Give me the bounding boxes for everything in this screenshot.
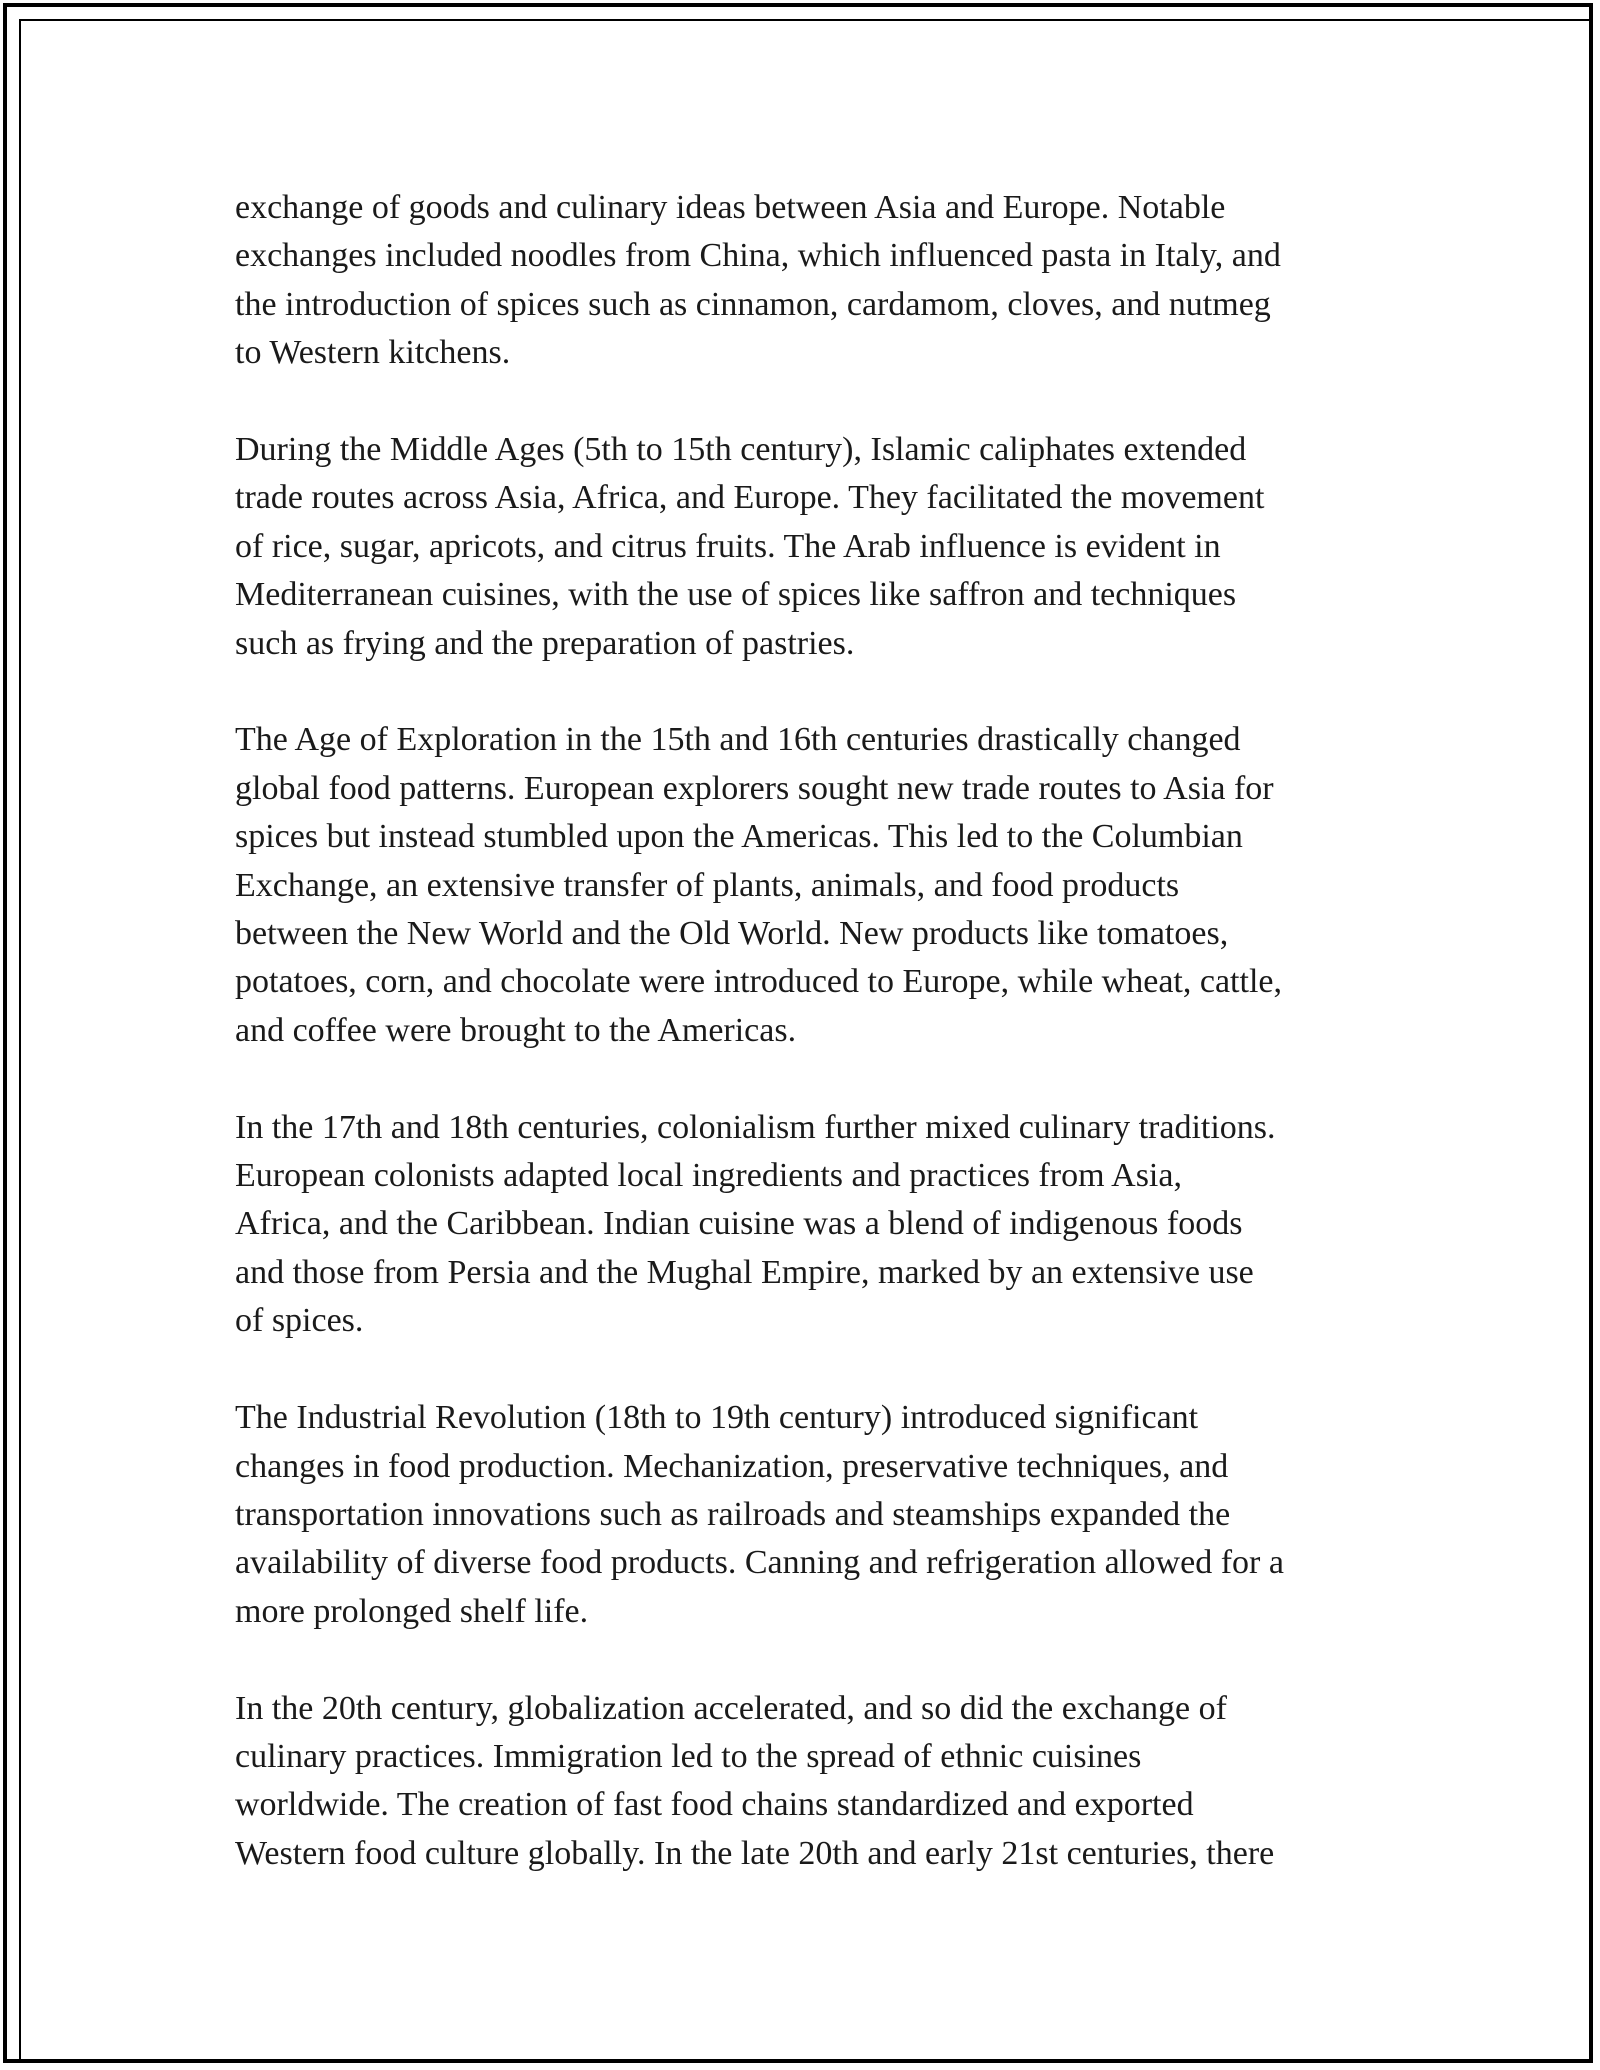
text-line: During the Middle Ages (5th to 15th century), Islamic caliphates extended bbox=[235, 431, 1247, 469]
text-line: to Western kitchens. bbox=[235, 334, 511, 372]
paragraph bbox=[235, 1685, 1385, 1879]
paragraph bbox=[235, 716, 1385, 1055]
text-line: worldwide. The creation of fast food chains standardized and exported bbox=[235, 1786, 1194, 1824]
text-line: transportation innovations such as railroads and steamships expanded the bbox=[235, 1495, 1231, 1533]
text-line: Africa, and the Caribbean. Indian cuisine was a blend of indigenous foods bbox=[235, 1205, 1243, 1243]
text-line: European colonists adapted local ingredients and practices from Asia, bbox=[235, 1157, 1182, 1195]
text-line: trade routes across Asia, Africa, and Europe. They facilitated the movement bbox=[235, 479, 1265, 517]
text-line: The Age of Exploration in the 15th and 16th centuries drastically changed bbox=[235, 721, 1241, 759]
text-line: Exchange, an extensive transfer of plants, animals, and food products bbox=[235, 866, 1180, 904]
text-line: the introduction of spices such as cinnamon, cardamom, cloves, and nutmeg bbox=[235, 285, 1271, 323]
text-line: more prolonged shelf life. bbox=[235, 1592, 589, 1630]
text-line: Mediterranean cuisines, with the use of spices like saffron and techniques bbox=[235, 576, 1237, 614]
text-line: availability of diverse food products. Canning and refrigeration allowed for a bbox=[235, 1544, 1284, 1582]
text-line: of rice, sugar, apricots, and citrus fruits. The Arab influence is evident in bbox=[235, 527, 1221, 565]
text-line: global food patterns. European explorers sought new trade routes to Asia for bbox=[235, 769, 1274, 807]
text-line: exchanges included noodles from China, which influenced pasta in Italy, and bbox=[235, 237, 1281, 275]
text-line: such as frying and the preparation of pastries. bbox=[235, 624, 855, 662]
text-line: In the 20th century, globalization accelerated, and so did the exchange of bbox=[235, 1689, 1227, 1727]
text-line: of spices. bbox=[235, 1302, 364, 1340]
text-line: Western food culture globally. In the late 20th and early 21st centuries, there bbox=[235, 1834, 1275, 1872]
text-line: spices but instead stumbled upon the Americas. This led to the Columbian bbox=[235, 818, 1243, 856]
paragraph bbox=[235, 184, 1385, 378]
text-line: exchange of goods and culinary ideas between Asia and Europe. Notable bbox=[235, 189, 1226, 226]
text-line: In the 17th and 18th centuries, colonialism further mixed culinary traditions. bbox=[235, 1108, 1276, 1146]
paragraph bbox=[235, 1394, 1385, 1636]
text-line: and those from Persia and the Mughal Empire, marked by an extensive use bbox=[235, 1253, 1254, 1291]
paragraph bbox=[235, 426, 1385, 668]
text-line: potatoes, corn, and chocolate were introduced to Europe, while wheat, cattle, bbox=[235, 963, 1282, 1001]
text-line: culinary practices. Immigration led to the spread of ethnic cuisines bbox=[235, 1737, 1142, 1775]
paragraph bbox=[235, 1104, 1385, 1346]
text-line: between the New World and the Old World. New products like tomatoes, bbox=[235, 915, 1229, 953]
document-body bbox=[235, 184, 1385, 1927]
text-line: and coffee were brought to the Americas. bbox=[235, 1011, 797, 1049]
text-line: The Industrial Revolution (18th to 19th century) introduced significant bbox=[235, 1399, 1199, 1437]
text-line: changes in food production. Mechanization, preservative techniques, and bbox=[235, 1447, 1229, 1485]
